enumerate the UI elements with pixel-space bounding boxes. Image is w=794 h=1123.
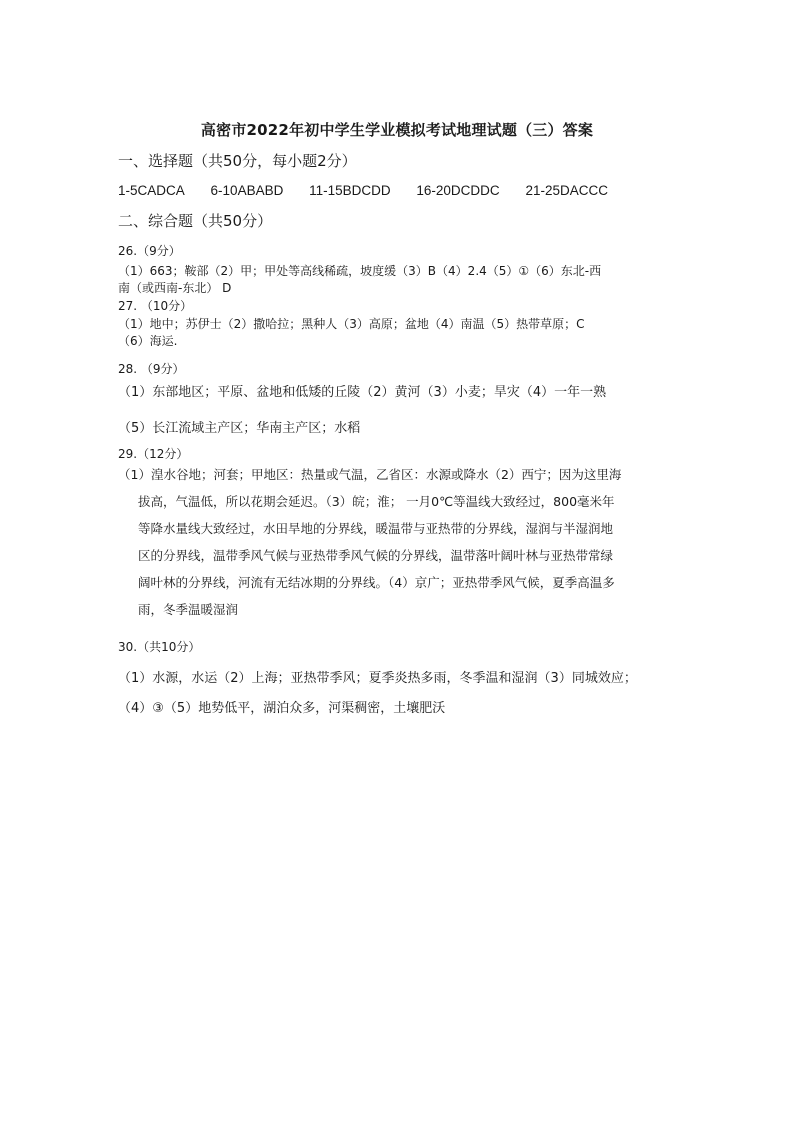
question-26-number: 26.（9分） — [118, 244, 181, 258]
question-27-answer-line: （6）海运. — [118, 334, 178, 348]
question-30-answer-line: （4）③（5）地势低平，湖泊众多，河渠稠密，土壤肥沃 — [118, 701, 446, 716]
question-29-answer-line: 等降水量线大致经过，水田旱地的分界线，暖温带与亚热带的分界线，湿润与半湿润地 — [138, 521, 614, 536]
section-heading-multiple-choice: 一、选择题（共50分，每小题2分） — [118, 152, 357, 170]
mc-answer-group: 1-5CADCA — [118, 183, 185, 198]
section-heading-comprehensive: 二、综合题（共50分） — [118, 212, 273, 230]
question-30-number: 30.（共10分） — [118, 640, 201, 654]
mc-answer-group: 21-25DACCC — [525, 183, 608, 198]
question-29-number: 29.（12分） — [118, 447, 189, 461]
question-27-number: 27. （10分） — [118, 299, 193, 313]
question-29-answer-line: 区的分界线，温带季风气候与亚热带季风气候的分界线，温带落叶阔叶林与亚热带常绿 — [138, 548, 614, 563]
page-title: 高密市2022年初中学生学业模拟考试地理试题（三）答案 — [200, 121, 594, 139]
question-28-answer-line: （5）长江流域主产区；华南主产区；水稻 — [118, 421, 361, 436]
question-26-answer-line: （1）663；鞍部（2）甲；甲处等高线稀疏，坡度缓（3）B（4）2.4（5）①（6）东北-西 — [118, 264, 602, 278]
question-29-answer-line: 雨，冬季温暖湿润 — [138, 602, 239, 617]
question-26-answer-line: 南（或西南-东北） D — [118, 281, 232, 295]
question-28-number: 28. （9分） — [118, 362, 185, 376]
question-30-answer-line: （1）水源，水运（2）上海；亚热带季风；夏季炎热多雨，冬季温和湿润（3）同城效应； — [118, 671, 637, 686]
question-29-answer-line: 阔叶林的分界线，河流有无结冰期的分界线。（4）京广；亚热带季风气候，夏季高温多 — [138, 575, 615, 590]
mc-answer-group: 6-10ABABD — [210, 183, 284, 198]
question-28-answer-line: （1）东部地区；平原、盆地和低矮的丘陵（2）黄河（3）小麦；旱灾（4）一年一熟 — [118, 385, 607, 400]
multiple-choice-answers — [118, 183, 630, 198]
mc-answer-group: 16-20DCDDC — [416, 183, 500, 198]
question-29-answer-line: 拔高，气温低，所以花期会延迟。（3）皖；淮； 一月0℃等温线大致经过，800毫米年 — [138, 494, 615, 509]
question-27-answer-line: （1）地中；苏伊士（2）撒哈拉；黑种人（3）高原；盆地（4）南温（5）热带草原；C — [118, 317, 585, 331]
mc-answer-group: 11-15BDCDD — [309, 183, 391, 198]
question-29-answer-line: （1）湟水谷地；河套；甲地区：热量或气温，乙省区：水源或降水（2）西宁；因为这里海 — [118, 467, 622, 482]
